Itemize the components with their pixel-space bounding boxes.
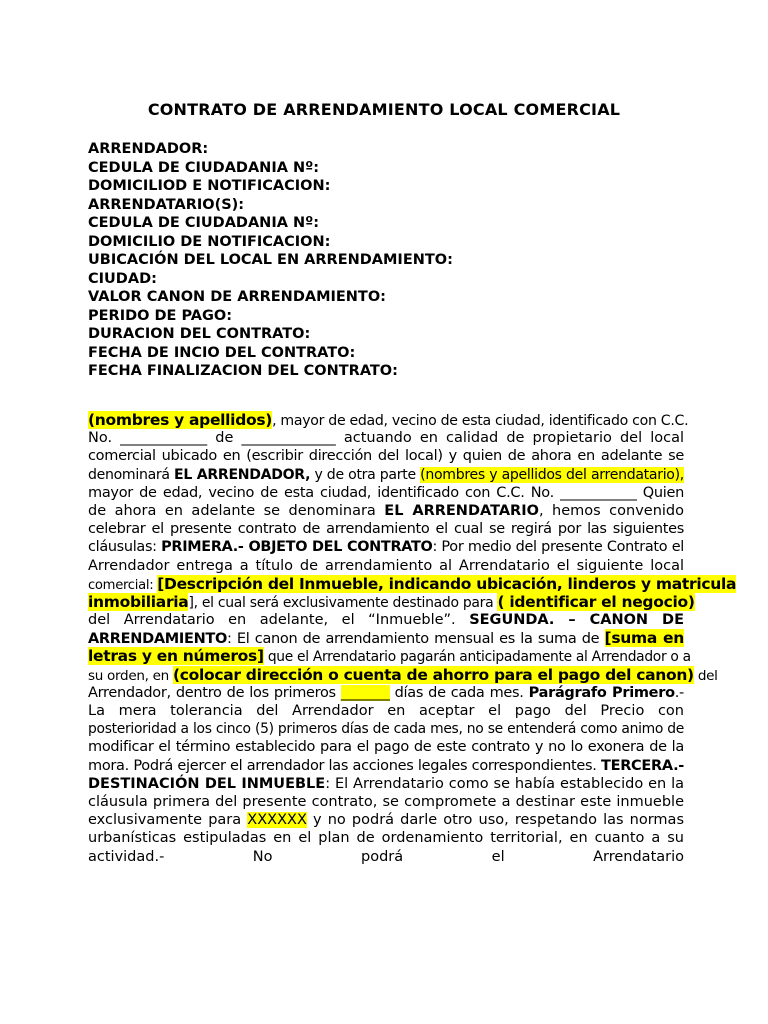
body-text: denominará <box>88 466 175 483</box>
field-arrendador: ARRENDADOR: <box>88 141 209 157</box>
body-text: su orden, en <box>88 667 173 684</box>
body-line <box>88 684 684 702</box>
body-text: , mayor de edad, vecino de esta ciudad, identificado con C.C. <box>272 413 689 429</box>
body-line: celebrar el presente contrato de arrendamiento el cual se regirá por las siguientes <box>88 521 684 538</box>
body-line: comercial ubicado en (escribir dirección del local) y quien de ahora en adelante se <box>88 448 684 465</box>
placeholder-dias: _______ <box>340 684 390 701</box>
body-line <box>88 757 684 775</box>
contract-body <box>88 411 737 866</box>
body-text: días de cada mes. <box>389 684 529 701</box>
body-line <box>88 647 691 666</box>
body-line <box>88 629 684 647</box>
field-cedula-arrendatario: CEDULA DE CIUDADANIA Nº: <box>88 215 320 231</box>
body-line <box>88 592 695 611</box>
placeholder-suma: [suma en <box>604 629 684 648</box>
term-el-arrendatario: EL ARRENDATARIO <box>384 502 539 519</box>
field-arrendatario: ARRENDATARIO(S): <box>88 196 245 213</box>
body-text: : El Arrendatario como se había establecido en la <box>325 775 684 792</box>
placeholder-xxxxxx: XXXXXX <box>247 812 307 829</box>
body-line <box>88 466 684 484</box>
body-text: de ahora en adelante se denominara <box>88 502 385 519</box>
body-text: comercial: <box>88 577 158 593</box>
body-text: Arrendador, dentro de los primeros <box>88 684 341 701</box>
clause-segunda-heading: SEGUNDA. – CANON DE <box>469 612 684 629</box>
body-text: : Por medio del presente Contrato el <box>432 539 684 556</box>
field-fecha-finalizacion: FECHA FINALIZACION DEL CONTRATO: <box>88 363 398 379</box>
body-line <box>88 538 684 556</box>
body-line <box>88 811 684 829</box>
field-domicilio-arrendatario: DOMICILIO DE NOTIFICACION: <box>88 233 331 250</box>
contract-fields-list <box>88 140 688 381</box>
clause-tercera-heading-cont: DESTINACIÓN DEL INMUEBLE <box>88 775 326 792</box>
body-text: y de otra parte <box>310 466 421 483</box>
document-title: CONTRATO DE ARRENDAMIENTO LOCAL COMERCIAL <box>147 100 621 119</box>
field-ciudad: CIUDAD: <box>88 270 157 287</box>
placeholder-nombres: (nombres y apellidos) <box>88 411 273 429</box>
body-text: mora. Podrá ejercer el arrendador las acciones legales correspondientes. <box>88 757 601 774</box>
field-cedula-arrendador: CEDULA DE CIUDADANIA Nº: <box>88 159 320 176</box>
field-valor-canon: VALOR CANON DE ARRENDAMIENTO: <box>88 289 386 305</box>
placeholder-direccion-pago: (colocar dirección o cuenta de ahorro para el pago del canon) <box>172 665 694 684</box>
field-domicilio-arrendador: DOMICILIOD E NOTIFICACION: <box>88 178 331 194</box>
body-text: : El canon de arrendamiento mensual es la suma de <box>227 631 605 648</box>
placeholder-descripcion-inmueble: [Descripción del Inmueble, indicando ubicación, linderos y matricula <box>157 574 737 593</box>
body-line: posterioridad a los cinco (5) primeros días de cada mes, no se entenderá como animo de <box>88 721 684 738</box>
body-line <box>88 411 689 429</box>
body-line: cláusula primera del presente contrato, se compromete a destinar este inmueble <box>88 793 684 810</box>
body-line <box>88 574 737 593</box>
clause-tercera-heading: TERCERA.- <box>601 757 684 774</box>
body-text: cláusulas: <box>88 539 162 556</box>
placeholder-nombres-arrendatario: (nombres y apellidos del arrendatario), <box>420 466 684 483</box>
clause-primera-heading: PRIMERA.- OBJETO DEL CONTRATO <box>161 539 433 556</box>
field-periodo-pago: PERIDO DE PAGO: <box>88 307 233 324</box>
body-line: mayor de edad, vecino de esta ciudad, identificado con C.C. No. ___________ Quien <box>88 484 684 501</box>
placeholder-descripcion-inmueble-cont: inmobiliaria <box>88 592 189 611</box>
body-text: .- <box>674 684 684 701</box>
body-line <box>88 502 684 520</box>
body-line: urbanísticas estipuladas en el plan de ordenamiento territorial, en cuanto a su <box>88 830 684 847</box>
paragrafo-primero-heading: Parágrafo Primero <box>528 684 675 701</box>
body-text: y no podrá darle otro uso, respetando las normas <box>306 812 684 829</box>
body-line: No. ____________ de _____________ actuando en calidad de propietario del local <box>88 430 684 447</box>
term-el-arrendador: EL ARRENDADOR, <box>174 466 311 483</box>
body-text: que el Arrendatario pagarán anticipadamente al Arrendador o a <box>263 649 691 666</box>
body-line: La mera tolerancia del Arrendador en aceptar el pago del Precio con <box>88 703 684 719</box>
body-line <box>88 665 718 684</box>
body-text: exclusivamente para <box>88 812 248 829</box>
body-text: ], el cual será exclusivamente destinado para <box>188 594 498 611</box>
body-text: del <box>693 667 718 684</box>
body-line: modificar el término establecido para el pago de este contrato y no lo exonera de la <box>88 739 684 756</box>
field-fecha-inicio: FECHA DE INCIO DEL CONTRATO: <box>88 344 356 361</box>
body-line <box>88 611 684 629</box>
body-text: , hemos convenido <box>538 502 684 519</box>
body-line: actividad.- No podrá el Arrendatario <box>88 848 684 865</box>
field-ubicacion-local: UBICACIÓN DEL LOCAL EN ARRENDAMIENTO: <box>88 252 453 268</box>
body-text: del Arrendatario en adelante, el “Inmueble”. <box>88 612 470 629</box>
placeholder-suma-cont: letras y en números] <box>88 647 264 666</box>
field-duracion: DURACION DEL CONTRATO: <box>88 326 311 342</box>
placeholder-identificar-negocio: ( identificar el negocio) <box>497 592 695 611</box>
body-line <box>88 775 684 793</box>
body-line: Arrendador entrega a título de arrendamiento al Arrendatario el siguiente local <box>88 557 684 574</box>
clause-segunda-heading-cont: ARRENDAMIENTO <box>88 631 228 648</box>
